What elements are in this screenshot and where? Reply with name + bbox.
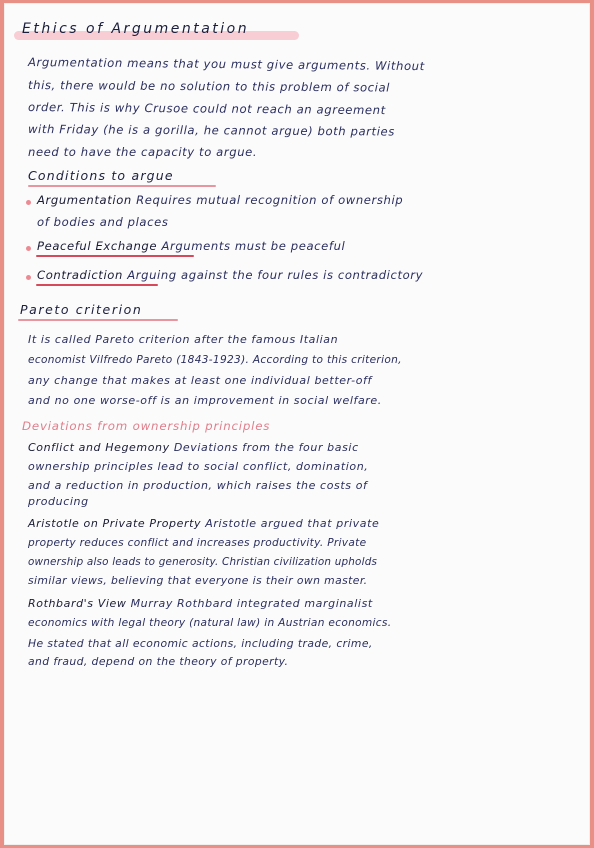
pareto-line-4: and no one worse-off is an improvement in social welfare. <box>28 394 382 407</box>
intro-line-1: Argumentation means that you must give arguments. Without <box>27 55 425 74</box>
bullet-2-line <box>37 239 345 253</box>
rothbard-line-2: economics with legal theory (natural law) in Austrian economics. <box>28 617 392 629</box>
deviations-heading: Deviations from ownership principles <box>22 419 271 433</box>
conflict-line-3: and a reduction in production, which raises the costs of <box>28 479 368 492</box>
bullet-1-label: Argumentation <box>37 193 132 207</box>
pareto-line-3: any change that makes at least one individual better-off <box>28 374 372 387</box>
bullet-2-text: Arguments must be peaceful <box>161 239 346 253</box>
intro-line-3: order. This is why Crusoe could not reach an agreement <box>27 100 386 118</box>
intro-line-5: need to have the capacity to argue. <box>28 145 258 159</box>
conflict-text-1: Deviations from the four basic <box>173 441 359 454</box>
bullet-3-line <box>37 268 423 282</box>
conflict-line-4: producing <box>28 495 89 508</box>
bullet-3-text: Arguing against the four rules is contradictory <box>127 268 424 282</box>
rothbard-text-1: Murray Rothbard integrated marginalist <box>130 597 373 610</box>
rothbard-label: Rothbard's View <box>28 597 127 610</box>
bullet-3-underline <box>36 284 158 286</box>
notebook-page <box>4 3 590 845</box>
aristotle-line-2: property reduces conflict and increases productivity. Private <box>28 537 367 549</box>
pareto-line-1: It is called Pareto criterion after the famous Italian <box>28 333 339 346</box>
bullet-3-label: Contradiction <box>37 268 123 282</box>
conflict-line-2: ownership principles lead to social conflict, domination, <box>28 460 369 473</box>
bullet-2-underline <box>36 255 194 257</box>
aristotle-line-3: ownership also leads to generosity. Christian civilization upholds <box>28 556 378 568</box>
bullet-dot-3 <box>26 275 31 280</box>
aristotle-line-1 <box>28 517 379 531</box>
conflict-label: Conflict and Hegemony <box>28 441 170 454</box>
bullet-dot-2 <box>26 246 31 251</box>
rothbard-line-3: He stated that all economic actions, including trade, crime, <box>28 637 373 650</box>
pareto-underline <box>18 319 178 321</box>
conflict-line-1 <box>28 441 359 455</box>
rothbard-line-4: and fraud, depend on the theory of property. <box>28 655 289 668</box>
aristotle-label: Aristotle on Private Property <box>28 517 202 530</box>
bullet-1-text: Requires mutual recognition of ownership <box>136 193 404 207</box>
intro-line-4: with Friday (he is a gorilla, he cannot argue) both parties <box>27 122 395 139</box>
aristotle-line-4: similar views, believing that everyone is their own master. <box>28 574 368 587</box>
intro-line-2: this, there would be no solution to this problem of social <box>27 78 391 95</box>
bullet-2-label: Peaceful Exchange <box>37 239 158 253</box>
conditions-underline <box>28 185 216 187</box>
pareto-line-2: economist Vilfredo Pareto (1843-1923). According to this criterion, <box>28 354 402 366</box>
bullet-dot-1 <box>26 200 31 205</box>
pareto-heading: Pareto criterion <box>20 302 143 317</box>
aristotle-text-1: Aristotle argued that private <box>205 517 380 530</box>
bullet-1-line-2: of bodies and places <box>37 215 169 229</box>
bullet-1-line-1 <box>37 193 403 207</box>
rothbard-line-1 <box>28 597 373 611</box>
conditions-heading: Conditions to argue <box>28 168 174 183</box>
page-title: Ethics of Argumentation <box>22 21 250 37</box>
